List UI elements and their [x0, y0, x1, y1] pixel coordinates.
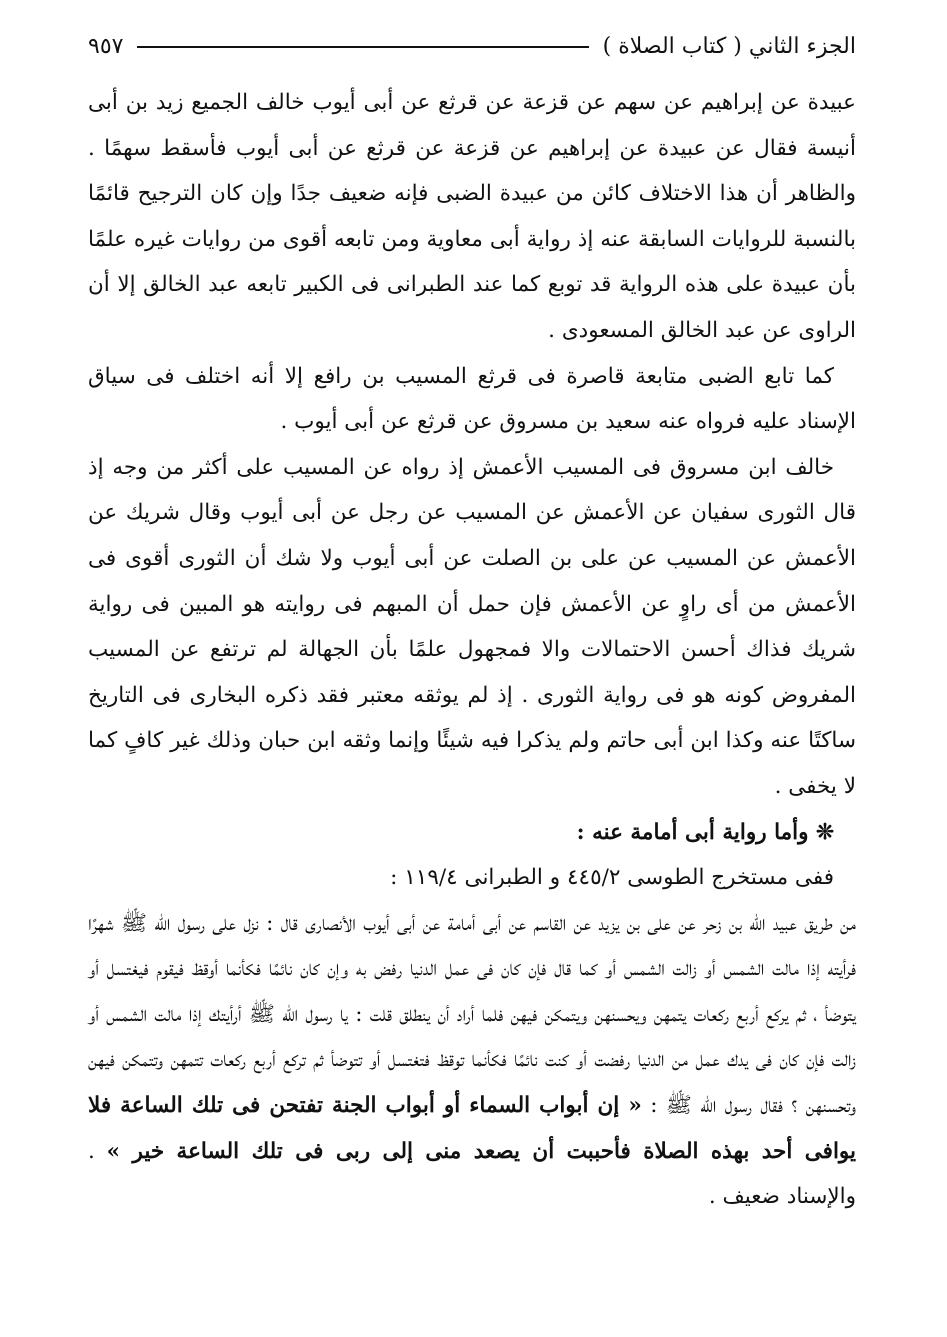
hadith-narration: من طريق عبيد الله بن زحر عن على بن يزيد عن القاسم عن أبى أمامة عن أبى أيوب الأنصارى قال : نزل على رسول الله ﷺ شهرًا فرأيته إذا مالت الشمس أو زالت الشمس أو كما قال فإن كان فى عمل الدنيا رفض به وإن كان نائمًا فكأنما أوقظ فيقوم فيغتسل أو يتوضأ ، ثم يركع أربع ركعات يتمهن ويحسنهن ويتمكن فيهن فلما أراد أن ينطلق قلت : يا رسول الله ﷺ أرأيتك إذا مالت الشمس أو زالت فإن كان فى يدك عمل من الدنيا رفضت أو كنت نائمًا فكأنما توقظ فتغتسل أو تتوضأ ثم تركع أربع ركعات تتمهن وتتمكن فيهن وتحسنهن ؟ فقال رسول الله ﷺ :	[88, 910, 857, 1119]
paragraph-dabbi-follow-up: كما تابع الضبى متابعة قاصرة فى قرثع المسيب بن رافع إلا أنه اختلف فى سياق الإسناد عليه فرواه عنه سعيد بن مسروق عن قرثع عن أبى أيوب .	[88, 363, 856, 435]
body-text	[88, 80, 856, 1220]
running-header	[88, 30, 856, 64]
page-number: ٩٥٧	[88, 34, 124, 59]
paragraph-source-citation: ففى مستخرج الطوسى ٤٤٥/٢ و الطبرانى ١١٩/٤ :	[390, 865, 834, 891]
running-title: الجزء الثاني ( كتاب الصلاة )	[602, 34, 856, 59]
paragraph-hadith-text	[88, 901, 856, 1220]
section-heading-abu-umamah: ❊ وأما رواية أبى أمامة عنه :	[576, 819, 834, 845]
paragraph-ubaydah-chain: عبيدة عن إبراهيم عن سهم عن قزعة عن قرثع عن أبى أيوب خالف الجميع زيد بن أبى أنيسة فقال عن عبيدة عن إبراهيم عن قزعة عن قرثع عن أبى أيوب فأسقط سهمًا . والظاهر أن هذا الاختلاف كائن من عبيدة الضبى فإنه ضعيف جدًا وإن كان الترجيح قائمًا بالنسبة للروايات السابقة عنه إذ رواية أبى معاوية ومن تابعه أقوى من روايات غيره علمًا بأن عبيدة على هذه الرواية قد توبع كما عند الطبرانى فى الكبير تابعه عبد الخالق إلا أن الراوى عن عبد الخالق المسعودى .	[88, 90, 856, 343]
paragraph-amash-variation: خالف ابن مسروق فى المسيب الأعمش إذ رواه عن المسيب على أكثر من وجه إذ قال الثورى سفيان عن الأعمش عن المسيب عن رجل عن أبى أيوب وقال شريك عن الأعمش عن المسيب عن على بن الصلت عن أبى أيوب ولا شك أن الثورى أقوى فى الأعمش من أى راوٍ عن الأعمش فإن حمل أن المبهم فى روايته هو المبين فى رواية شريك فذاك أحسن الاحتمالات والا فمجهول علمًا بأن الجهالة لم ترتفع عن المسيب المفروض كونه هو فى رواية الثورى . إذ لم يوثقه معتبر فقد ذكره البخارى فى التاريخ ساكتًا عنه وكذا ابن أبى حاتم ولم يذكرا فيه شيئًا وإنما وثقه ابن حبان وذلك غير كافٍ كما لا يخفى .	[88, 454, 856, 799]
header-rule	[137, 46, 588, 48]
hadith-quote: « إن أبواب السماء أو أبواب الجنة تفتحن فى تلك الساعة فلا يوافى أحد بهذه الصلاة فأحببت أن يصعد منى إلى ربى فى تلك الساعة خير »	[88, 1093, 857, 1164]
isnad-verdict: . والإسناد ضعيف .	[88, 1138, 856, 1210]
